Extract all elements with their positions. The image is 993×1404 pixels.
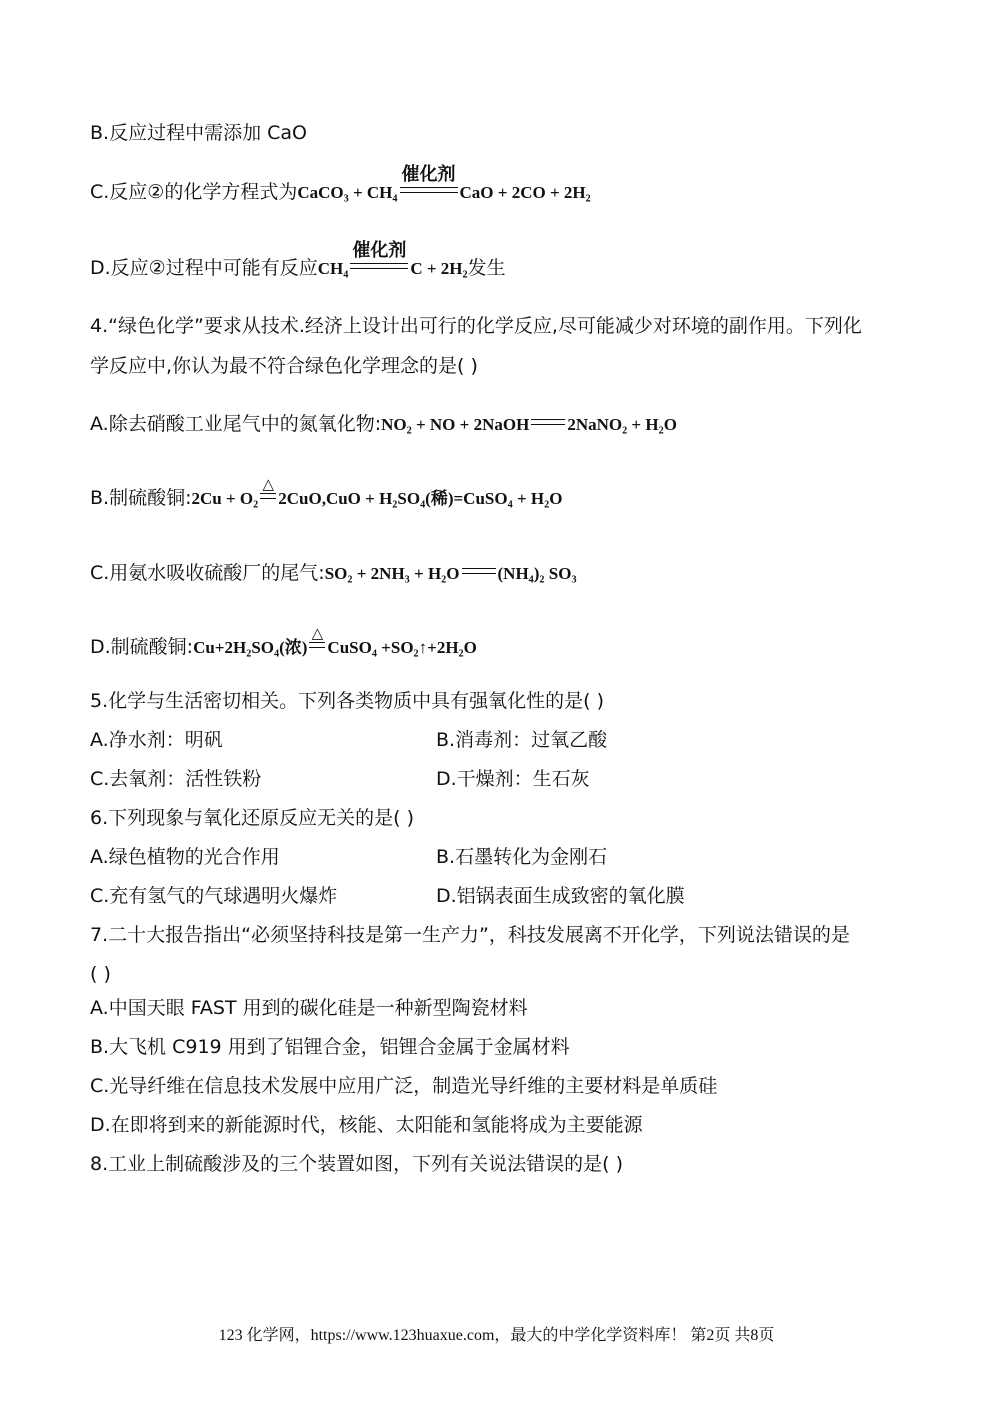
heat-arrow	[309, 624, 325, 653]
q5-option-b: B.消毒剂：过氧乙酸	[436, 729, 608, 751]
q6-option-d: D.铝锅表面生成致密的氧化膜	[436, 885, 685, 907]
reaction-arrow	[400, 164, 458, 198]
q4-option-d-products: CuSO₄ +SO₂↑+2H₂O	[327, 638, 477, 657]
q7-option-b: B.大飞机 C919 用到了铝锂合金，铝锂合金属于金属材料	[90, 1036, 570, 1058]
q3-option-c-products: CaO + 2CO + 2H₂	[459, 183, 591, 202]
q5-option-a: A.净水剂：明矾	[90, 729, 223, 751]
q6-option-a: A.绿色植物的光合作用	[90, 846, 280, 868]
q3-option-c-label: C.反应②的化学方程式为	[90, 181, 298, 203]
q3-option-d-products: C + 2H₂	[410, 259, 468, 278]
q4-option-b-reactants: 2Cu + O₂	[191, 489, 259, 508]
q7-option-c: C.光导纤维在信息技术发展中应用广泛，制造光导纤维的主要材料是单质硅	[90, 1075, 718, 1097]
q4-option-a-reactants: NO₂ + NO + 2NaOH	[381, 415, 530, 434]
q6-stem: 6.下列现象与氧化还原反应无关的是( )	[90, 807, 414, 829]
q4-option-b-products: 2CuO,CuO + H₂SO₄(稀)=CuSO₄ + H₂O	[278, 489, 563, 508]
q4-stem-line2: 学反应中,你认为最不符合绿色化学理念的是( )	[90, 355, 478, 377]
q3-option-b: B.反应过程中需添加 CaO	[90, 122, 307, 144]
q3-option-d-suffix: 发生	[467, 257, 506, 279]
reaction-arrow	[350, 240, 408, 274]
q4-option-c-label: C.用氨水吸收硫酸厂的尾气:	[90, 562, 325, 584]
q3-option-d-label: D.反应②过程中可能有反应	[90, 257, 318, 279]
condition-label: 催化剂	[352, 240, 407, 261]
q4-option-a-label: A.除去硝酸工业尾气中的氮氧化物:	[90, 413, 382, 435]
q4-stem-line1: 4.“绿色化学”要求从技术.经济上设计出可行的化学反应,尽可能减少对环境的副作用。下列化	[90, 315, 862, 337]
q7-stem-line1: 7.二十大报告指出“必须坚持科技是第一生产力”，科技发展离不开化学，下列说法错误的是	[90, 924, 850, 946]
q4-option-c	[90, 561, 577, 586]
q4-option-d	[90, 624, 477, 660]
q4-option-c-products: (NH₄)₂ SO₃	[497, 564, 577, 583]
q5-stem: 5.化学与生活密切相关。下列各类物质中具有强氧化性的是( )	[90, 690, 604, 712]
q5-option-d: D.干燥剂：生石灰	[436, 768, 590, 790]
reaction-arrow	[531, 419, 565, 430]
q4-option-d-reactants: Cu+2H₂SO₄(浓)	[193, 638, 308, 657]
q6-option-b: B.石墨转化为金刚石	[436, 846, 608, 868]
q3-option-d	[90, 240, 506, 281]
q6-option-c: C.充有氢气的气球遇明火爆炸	[90, 885, 338, 907]
q4-option-d-label: D.制硫酸铜:	[90, 636, 194, 658]
q3-option-c	[90, 164, 591, 205]
q4-option-c-reactants: SO₂ + 2NH₃ + H₂O	[324, 564, 460, 583]
heat-symbol: △	[262, 475, 274, 493]
q7-option-d: D.在即将到来的新能源时代，核能、太阳能和氢能将成为主要能源	[90, 1114, 643, 1136]
q3-option-c-reactants: CaCO₃ + CH₄	[297, 183, 398, 202]
q4-option-b-label: B.制硫酸铜:	[90, 487, 192, 509]
heat-symbol: △	[311, 624, 324, 642]
q4-option-a	[90, 412, 677, 437]
heat-arrow	[260, 475, 276, 504]
q3-option-d-reactants: CH₄	[317, 259, 349, 278]
condition-label: 催化剂	[401, 164, 456, 185]
q4-option-a-products: 2NaNO₂ + H₂O	[567, 415, 677, 434]
reaction-arrow	[462, 568, 496, 579]
page-footer: 123 化学网，https://www.123huaxue.com，最大的中学化学资料库！ 第2页 共8页	[218, 1327, 775, 1344]
q7-stem-line2: ( )	[90, 963, 111, 985]
q4-option-b	[90, 475, 563, 511]
q5-option-c: C.去氧剂：活性铁粉	[90, 768, 262, 790]
q7-option-a: A.中国天眼 FAST 用到的碳化硅是一种新型陶瓷材料	[90, 997, 528, 1019]
q8-stem: 8.工业上制硫酸涉及的三个装置如图，下列有关说法错误的是( )	[90, 1153, 623, 1175]
